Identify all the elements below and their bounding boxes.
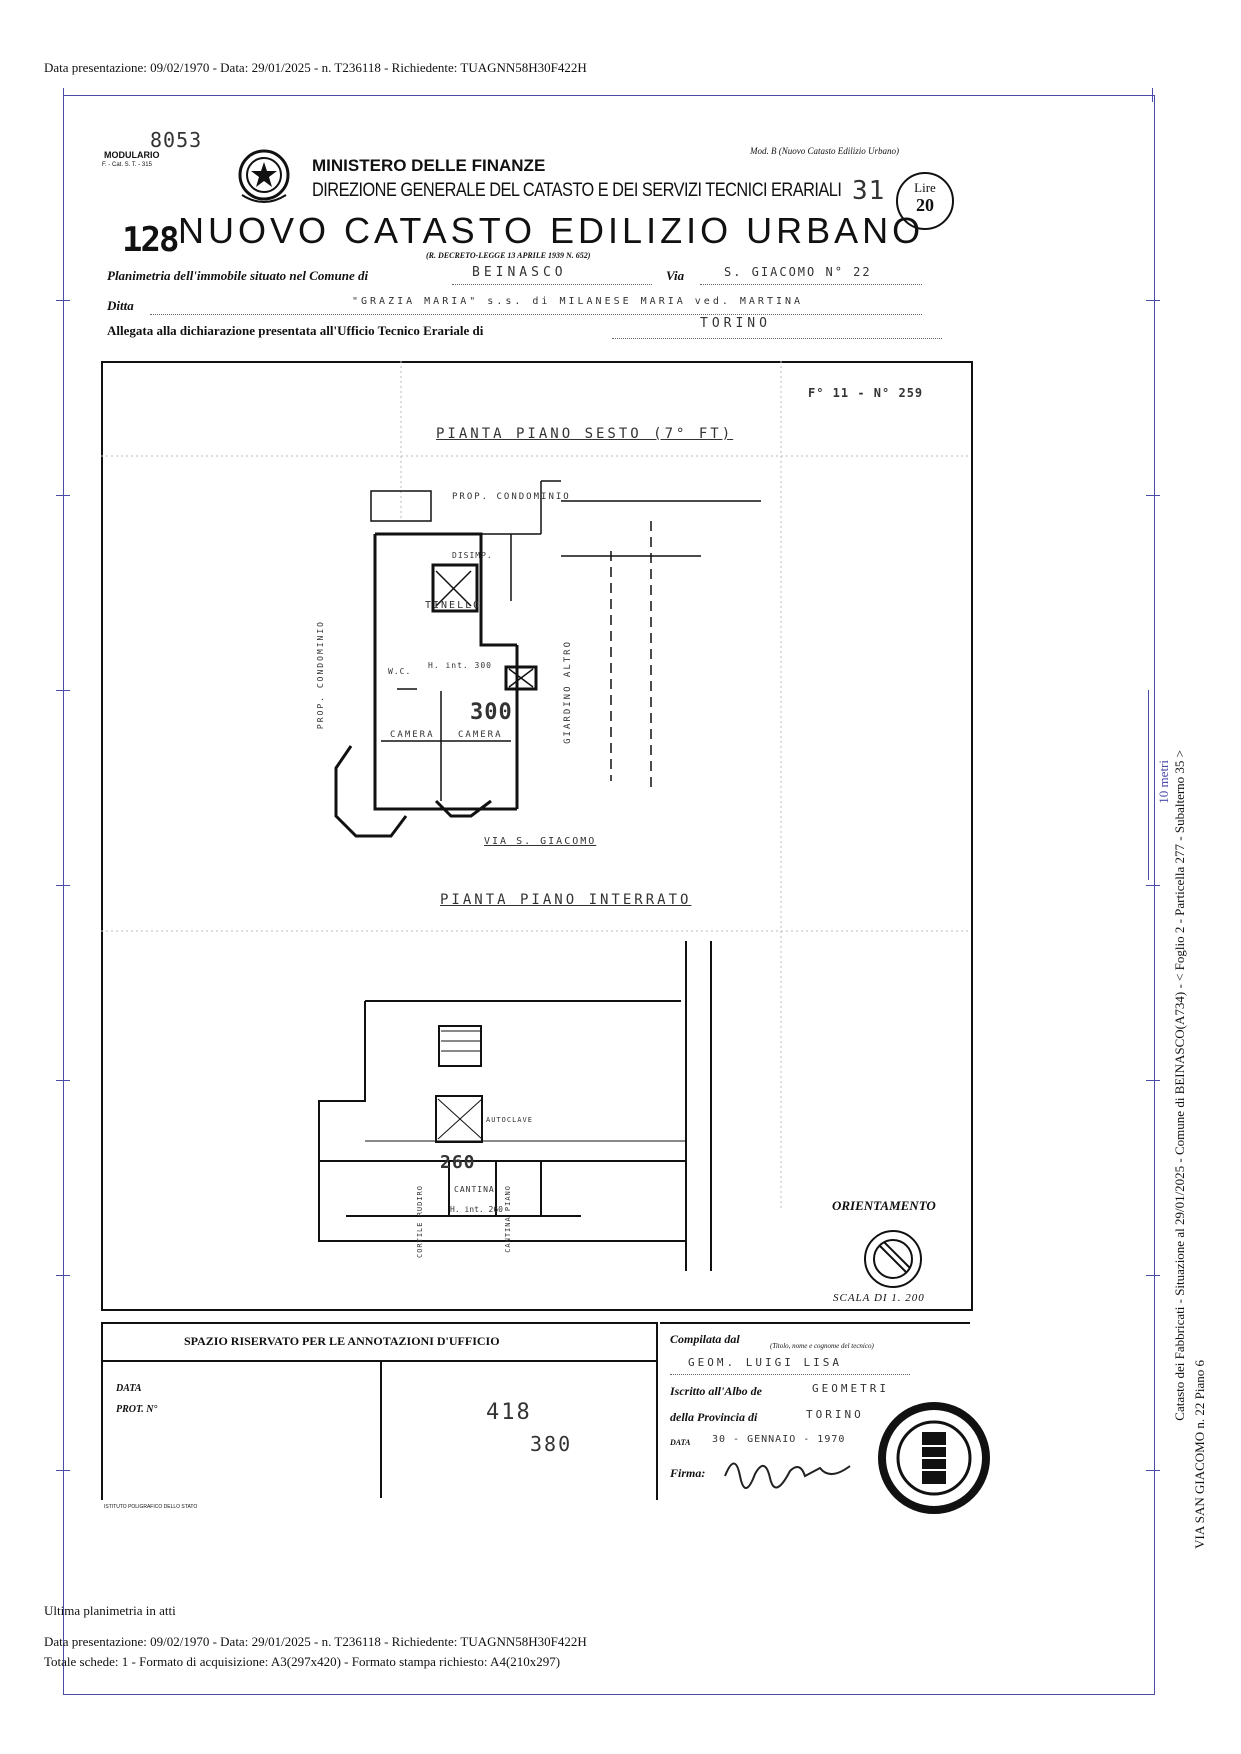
modulario-label: MODULARIO [104, 150, 160, 160]
allegata-value: TORINO [700, 316, 771, 331]
header-presentation-line: Data presentazione: 09/02/1970 - Data: 29/01/2025 - n. T236118 - Richiedente: TUAGNN58H30F422H [44, 60, 587, 75]
modulario-sub: F. - Cat. S. T. - 315 [102, 162, 152, 168]
printer-label: ISTITUTO POLIGRAFICO DELLO STATO [104, 1504, 198, 1510]
compiled-value: GEOM. LUIGI LISA [688, 1356, 842, 1369]
office-title: SPAZIO RISERVATO PER LE ANNOTAZIONI D'UFFICIO [184, 1334, 500, 1348]
label-camera-1: CAMERA [390, 730, 435, 740]
frame-tick [56, 1470, 70, 1471]
direction-title: DIREZIONE GENERALE DEL CATASTO E DEI SERVIZI TECNICI ERARIALI [312, 180, 842, 201]
side-cadastre-line: Catasto dei Fabbricati - Situazione al 29/01/2025 - Comune di BEINASCO(A734) - < Foglio 2 - Particella 277 - Subalterno 35 > [1172, 750, 1187, 1421]
form-number: 8053 [150, 128, 203, 152]
sheet-number: 128 [122, 220, 178, 260]
compiled-hint: (Titolo, nome e cognome del tecnico) [770, 1342, 874, 1350]
height-lower-value: 260 [440, 1152, 476, 1173]
label-cantina-right: CANTINA PIANO [504, 1185, 512, 1253]
office-prot-label: PROT. N° [116, 1404, 158, 1415]
comune-label: Planimetria dell'immobile situato nel Comune di [107, 268, 369, 283]
provincia-value: TORINO [806, 1408, 864, 1421]
street-label: VIA S. GIACOMO [484, 836, 597, 847]
allegata-line [612, 322, 942, 339]
label-wc: W.C. [388, 667, 412, 676]
frame-tick [1146, 885, 1160, 886]
label-cantina: CANTINA [454, 1185, 495, 1194]
compiled-line [670, 1370, 910, 1375]
compiler-data-value: 30 - GENNAIO - 1970 [712, 1434, 846, 1445]
frame-tick [1146, 495, 1160, 496]
via-value: S. GIACOMO N° 22 [724, 265, 872, 279]
frame-tick [1146, 1275, 1160, 1276]
label-autoclave: AUTOCLAVE [486, 1116, 533, 1124]
label-height-lower: H. int. 260 [450, 1205, 503, 1214]
stamp-lire-label: Lire [914, 180, 936, 195]
floor-plan-drawing [101, 361, 971, 1309]
lower-floor-title: PIANTA PIANO INTERRATO [440, 892, 692, 908]
height-upper-value: 300 [470, 700, 513, 725]
official-stamp-icon [876, 1400, 992, 1516]
label-cortile-lower: CORTILE RUDIRO [416, 1185, 424, 1259]
main-title: NUOVO CATASTO EDILIZIO URBANO [178, 210, 925, 251]
albo-label: Iscritto all'Albo de [670, 1384, 763, 1398]
frame-tick [56, 1080, 70, 1081]
frame-tick [1146, 1080, 1160, 1081]
ministry-title: MINISTERO DELLE FINANZE [312, 156, 546, 175]
orientation-compass-icon [862, 1228, 924, 1290]
frame-tick [1146, 1470, 1160, 1471]
allegata-label: Allegata alla dichiarazione presentata all'Ufficio Tecnico Erariale di [107, 323, 484, 338]
frame-tick [56, 300, 70, 301]
page-number: 31 [852, 176, 886, 206]
compiler-top-rule [660, 1322, 970, 1324]
footer-line-1: Data presentazione: 09/02/1970 - Data: 29/01/2025 - n. T236118 - Richiedente: TUAGNN58H30F422H [44, 1634, 587, 1649]
firma-label: Firma: [670, 1466, 706, 1480]
frame-tick [56, 690, 70, 691]
via-label: Via [666, 268, 685, 283]
compiled-label: Compilata dal [670, 1332, 740, 1346]
frame-tick [56, 1275, 70, 1276]
office-prot-value-2: 380 [530, 1432, 573, 1456]
frame-tick [63, 88, 64, 102]
decree-text: (R. DECRETO-LEGGE 13 APRILE 1939 N. 652) [426, 251, 591, 260]
office-col-divider [380, 1362, 382, 1498]
footer-last-plan: Ultima planimetria in atti [44, 1603, 176, 1618]
albo-value: GEOMETRI [812, 1382, 889, 1395]
frame-tick [1152, 88, 1153, 102]
label-right-side: GIARDINO ALTRO [563, 640, 573, 744]
prop-condominio-top: PROP. CONDOMINIO [452, 492, 571, 502]
side-address-line: VIA SAN GIACOMO n. 22 Piano 6 [1192, 1360, 1207, 1549]
model-label: Mod. B (Nuovo Catasto Edilizio Urbano) [750, 146, 899, 156]
plan-ref-code: F° 11 - N° 259 [808, 386, 924, 400]
label-tinello: TINELLO [425, 600, 482, 611]
office-divider [101, 1360, 656, 1362]
frame-tick [56, 885, 70, 886]
label-height-upper: H. int. 300 [428, 661, 492, 670]
footer-line-2: Totale schede: 1 - Formato di acquisizione: A3(297x420) - Formato stampa richiesto: A4(210x297) [44, 1654, 561, 1669]
provincia-label: della Provincia di [670, 1410, 758, 1424]
office-prot-value-1: 418 [486, 1400, 532, 1425]
stamp-lire-value: 20 [916, 195, 934, 215]
office-data-label: DATA [116, 1383, 142, 1394]
compiler-data-label: DATA [670, 1438, 691, 1447]
upper-floor-title: PIANTA PIANO SESTO (7° FT) [436, 426, 734, 442]
scale-bar [1148, 690, 1149, 880]
frame-tick [56, 495, 70, 496]
label-camera-2: CAMERA [458, 730, 503, 740]
frame-tick [1146, 300, 1160, 301]
scale-bar-label: 10 metri [1156, 760, 1171, 804]
ditta-label: Ditta [107, 298, 134, 313]
ditta-value: "GRAZIA MARIA" s.s. di MILANESE MARIA ved. MARTINA [352, 296, 804, 307]
emblem-icon [234, 143, 294, 211]
label-disimpegno: DISIMP. [452, 551, 493, 560]
scale-label: SCALA DI 1. 200 [833, 1292, 925, 1304]
orientation-label: ORIENTAMENTO [832, 1198, 936, 1213]
signature-icon [720, 1446, 870, 1496]
comune-value: BEINASCO [472, 265, 567, 280]
prop-condominio-left: PROP. CONDOMINIO [316, 620, 325, 730]
